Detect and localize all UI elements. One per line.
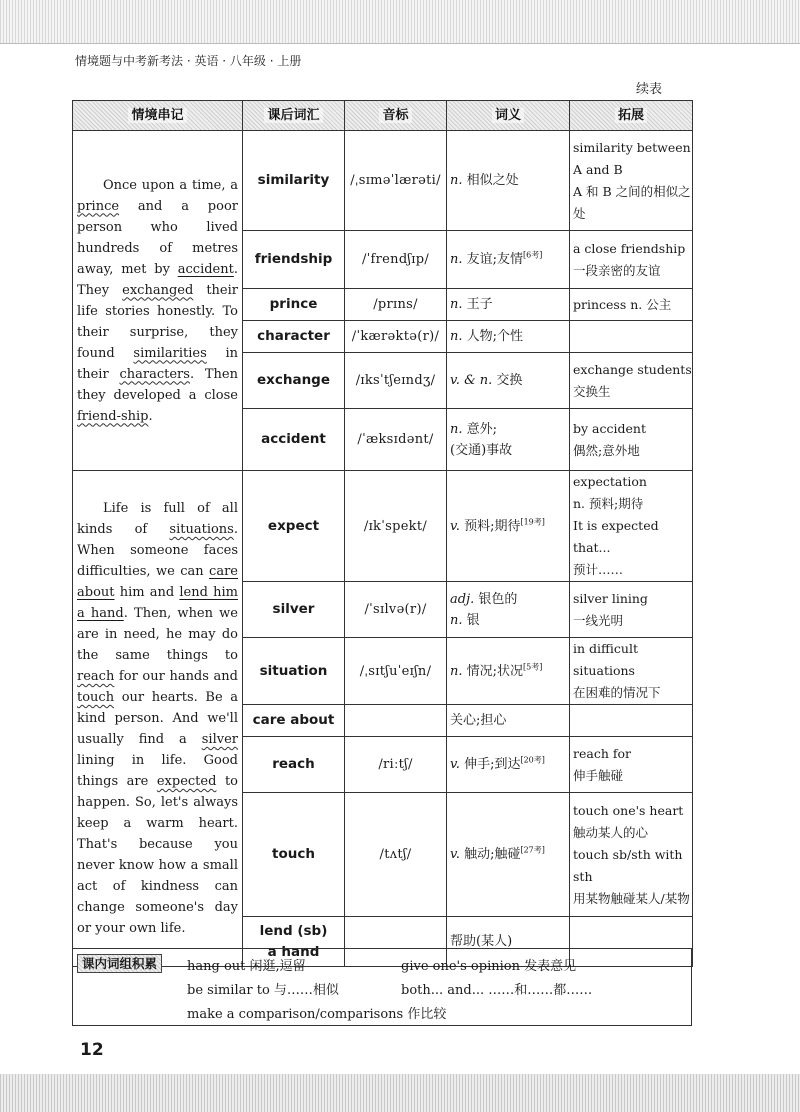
vocab-word: reach <box>243 737 345 793</box>
vocab-ipa: /ˈfrendʃɪp/ <box>345 231 447 289</box>
col-header-word: 课后词汇 <box>243 101 345 131</box>
exam-count: [27考] <box>520 845 545 855</box>
vocab-extension: silver lining 一线光明 <box>570 582 693 638</box>
vocab-ipa: /ˈsɪlvə(r)/ <box>345 582 447 638</box>
vocab-meaning: 关心;担心 <box>447 705 570 737</box>
vocab-ipa: /ˌsɪtʃuˈeɪʃn/ <box>345 638 447 705</box>
vocab-ipa: /ˌsɪməˈlærəti/ <box>345 131 447 231</box>
page-number: 12 <box>80 1040 104 1060</box>
vocab-meaning: 帮助(某人) <box>447 917 570 967</box>
exam-count: [20考] <box>520 755 545 765</box>
vocab-extension: a close friendship 一段亲密的友谊 <box>570 231 693 289</box>
table-row <box>73 471 693 582</box>
vocab-meaning: n. 相似之处 <box>447 131 570 231</box>
vocab-word: accident <box>243 409 345 471</box>
vocab-extension: in difficult situations 在困难的情况下 <box>570 638 693 705</box>
vocab-word: character <box>243 321 345 353</box>
vocab-extension: by accident 偶然;意外地 <box>570 409 693 471</box>
vocab-extension: touch one's heart 触动某人的心 touch sb/sth with sth 用某物触碰某人/某物 <box>570 793 693 917</box>
vocabulary-table <box>72 100 693 967</box>
vocab-meaning: n. 王子 <box>447 289 570 321</box>
vocab-ipa: /ɪksˈtʃeɪndʒ/ <box>345 353 447 409</box>
phrase-item: hang out 闲逛,逗留 <box>187 959 306 974</box>
phrase-box-label: 课内词组积累 <box>77 954 162 973</box>
vocab-word: friendship <box>243 231 345 289</box>
vocab-meaning: v. 预料;期待[19考] <box>447 471 570 582</box>
story-paragraph-1: Once upon a time, a prince and a poor person who lived hundreds of metres away, met by accident. They exchanged their life stories honestly. To their surprise, they found similarities in their characters. Then they developed a close friend-ship. <box>73 131 243 471</box>
vocab-extension <box>570 321 693 353</box>
phrase-box <box>72 948 692 1026</box>
table-header-row <box>73 101 693 131</box>
vocab-meaning: v. 触动;触碰[27考] <box>447 793 570 917</box>
col-header-story: 情境串记 <box>73 101 243 131</box>
col-header-ipa: 音标 <box>345 101 447 131</box>
exam-count: [5考] <box>523 662 543 672</box>
vocab-word: silver <box>243 582 345 638</box>
vocab-extension: similarity between A and B A 和 B 之间的相似之处 <box>570 131 693 231</box>
vocab-word: expect <box>243 471 345 582</box>
col-header-meaning: 词义 <box>447 101 570 131</box>
table-row <box>73 131 693 231</box>
vocab-ipa: /tʌtʃ/ <box>345 793 447 917</box>
vocab-word: exchange <box>243 353 345 409</box>
vocab-extension: exchange students 交换生 <box>570 353 693 409</box>
vocab-ipa: /prɪns/ <box>345 289 447 321</box>
vocab-meaning: n. 友谊;友情[6考] <box>447 231 570 289</box>
running-head: 情境题与中考新考法 · 英语 · 八年级 · 上册 <box>75 54 302 68</box>
phrase-item: be similar to 与……相似 <box>187 983 339 998</box>
vocab-meaning: v. 伸手;到达[20考] <box>447 737 570 793</box>
vocab-meaning: adj. 银色的 n. 银 <box>447 582 570 638</box>
vocab-ipa: /ˈæksɪdənt/ <box>345 409 447 471</box>
exam-count: [19考] <box>520 517 545 527</box>
vocab-word: similarity <box>243 131 345 231</box>
vocab-ipa: /ɪkˈspekt/ <box>345 471 447 582</box>
col-header-extension: 拓展 <box>570 101 693 131</box>
scan-bottom-band <box>0 1074 800 1112</box>
vocab-extension <box>570 705 693 737</box>
vocab-meaning: n. 意外; (交通)事故 <box>447 409 570 471</box>
vocab-meaning: v. & n. 交换 <box>447 353 570 409</box>
vocab-ipa <box>345 705 447 737</box>
vocab-meaning: n. 情况;状况[5考] <box>447 638 570 705</box>
vocab-extension: reach for 伸手触碰 <box>570 737 693 793</box>
continued-label: 续表 <box>636 82 663 97</box>
phrase-item: both... and... ……和……都…… <box>401 983 593 998</box>
scan-top-band <box>0 0 800 44</box>
vocab-word: care about <box>243 705 345 737</box>
phrase-item: make a comparison/comparisons 作比较 <box>187 1007 447 1022</box>
phrase-item: give one's opinion 发表意见 <box>401 959 577 974</box>
exam-count: [6考] <box>523 250 543 260</box>
vocab-word: situation <box>243 638 345 705</box>
vocab-word: lend (sb) a hand <box>243 917 345 967</box>
vocab-extension: expectation n. 预料;期待 It is expected that... 预计…… <box>570 471 693 582</box>
story-paragraph-2: Life is full of all kinds of situations. When someone faces difficulties, we can care about him and lend him a hand. Then, when we are in need, he may do the same things to reach for our hands and touch our hearts. Be a kind person. And we'll usually find a silver lining in life. Good things are expected to happen. So, let's always keep a warm heart. That's because you never know how a small act of kindness can change someone's day or your own life. <box>73 471 243 967</box>
vocab-extension: princess n. 公主 <box>570 289 693 321</box>
vocab-ipa: /riːtʃ/ <box>345 737 447 793</box>
vocab-meaning: n. 人物;个性 <box>447 321 570 353</box>
vocab-word: prince <box>243 289 345 321</box>
vocab-ipa: /ˈkærəktə(r)/ <box>345 321 447 353</box>
vocab-word: touch <box>243 793 345 917</box>
